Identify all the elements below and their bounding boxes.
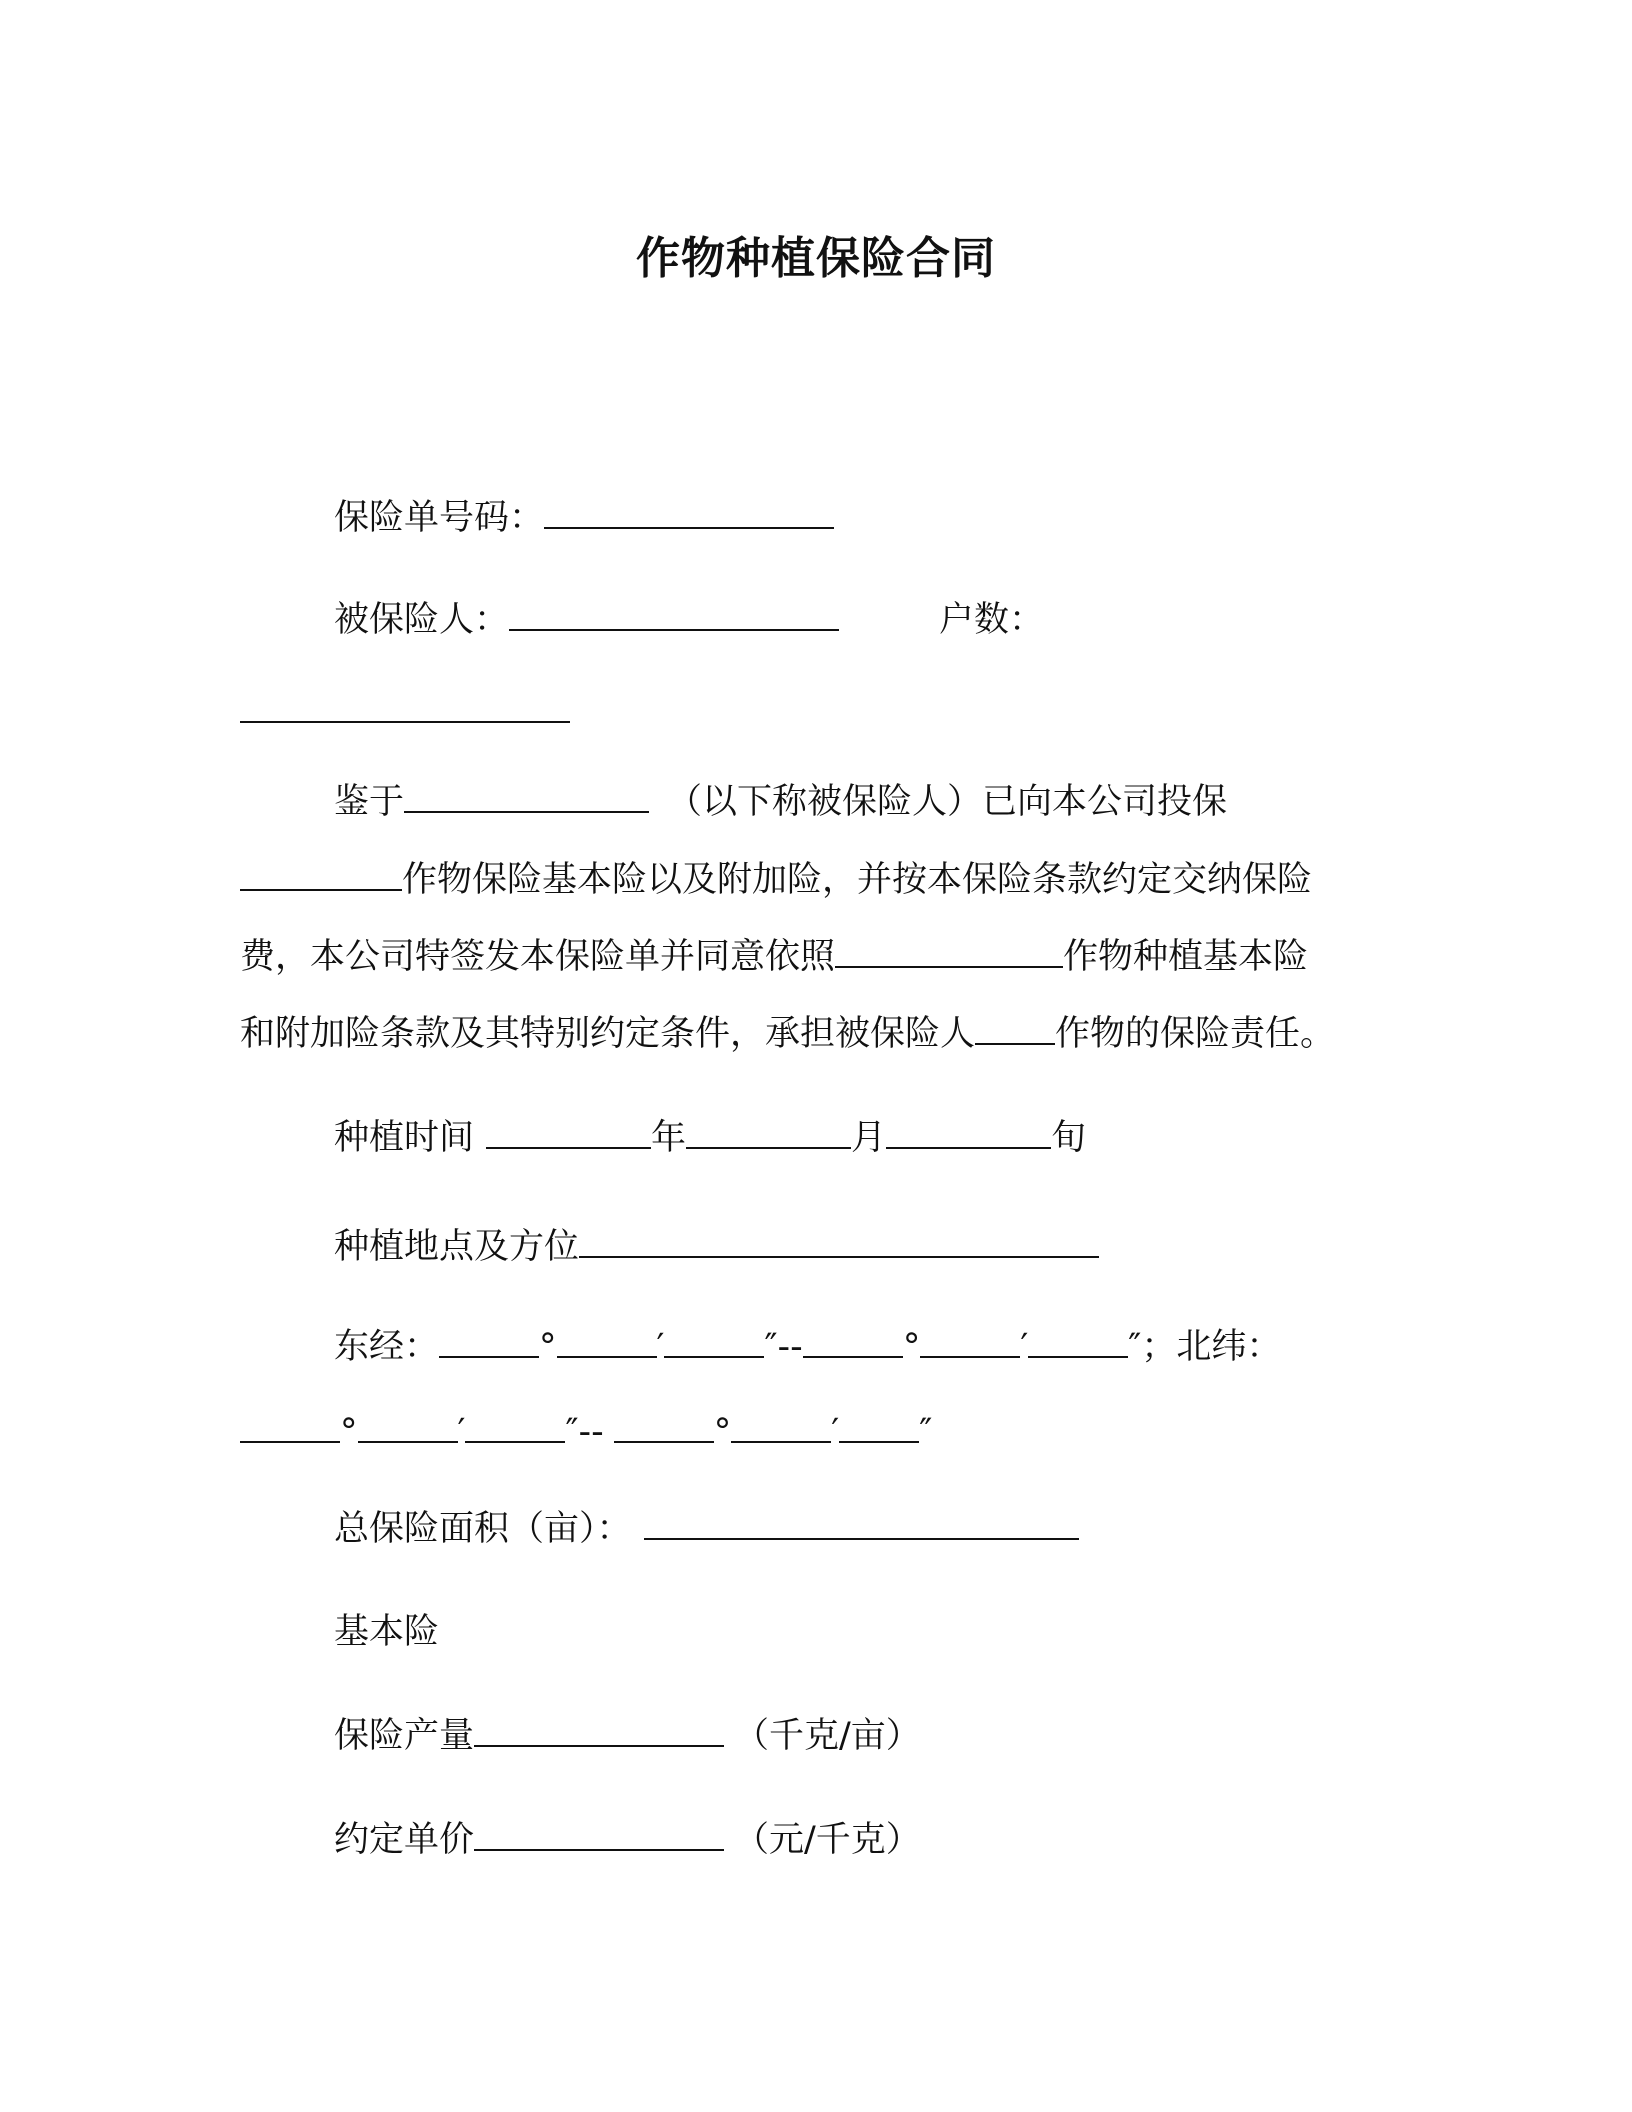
- degree-symbol: °: [902, 1327, 921, 1367]
- insured-yield-unit: （千克/亩）: [734, 1716, 921, 1756]
- agreed-price-label: 约定单价: [334, 1820, 475, 1860]
- insured-yield-blank[interactable]: [474, 1715, 724, 1747]
- para-line-1: [334, 780, 1227, 824]
- households-line: [240, 690, 570, 734]
- para3-text-a: 费，本公司特签发本保险单并同意依照: [240, 937, 836, 977]
- crop-blank-3[interactable]: [975, 1013, 1055, 1045]
- degree-symbol: °: [713, 1412, 732, 1452]
- basic-insurance-heading: 基本险: [334, 1612, 440, 1652]
- period-blank[interactable]: [886, 1117, 1051, 1149]
- insured-label: 被保险人：: [334, 600, 510, 640]
- insured-yield-line: [334, 1714, 921, 1758]
- total-area-line: [334, 1507, 1079, 1551]
- latitude-line: [240, 1410, 932, 1454]
- minute-symbol: ′: [457, 1412, 466, 1452]
- total-area-label: 总保险面积（亩）：: [334, 1509, 632, 1549]
- policy-number-blank[interactable]: [544, 497, 834, 529]
- second-symbol: ″: [565, 1412, 579, 1452]
- para-line-4: [240, 1012, 1335, 1056]
- lon-deg-blank-1[interactable]: [439, 1326, 539, 1358]
- range-dash: --: [777, 1327, 803, 1367]
- month-label: 月: [851, 1118, 887, 1158]
- insured-name-blank[interactable]: [404, 781, 649, 813]
- lat-deg-blank-1[interactable]: [240, 1411, 340, 1443]
- month-blank[interactable]: [686, 1117, 851, 1149]
- para4-text-a: 和附加险条款及其特别约定条件，承担被保险人: [240, 1014, 976, 1054]
- planting-time-label: 种植时间: [334, 1118, 475, 1158]
- degree-symbol: °: [539, 1327, 557, 1367]
- second-symbol: ″: [1128, 1327, 1142, 1367]
- location-label: 种植地点及方位: [334, 1227, 580, 1267]
- year-label: 年: [651, 1118, 687, 1158]
- lat-min-blank-1[interactable]: [358, 1411, 458, 1443]
- insured-yield-label: 保险产量: [334, 1716, 475, 1756]
- degree-symbol: °: [340, 1412, 358, 1452]
- lat-sec-blank-2[interactable]: [839, 1411, 919, 1443]
- agreed-price-unit: （元/千克）: [734, 1820, 921, 1860]
- longitude-label: 东经：: [334, 1327, 440, 1367]
- para1-text-a: 鉴于: [334, 782, 405, 822]
- planting-time-line: [334, 1116, 1086, 1160]
- total-area-blank[interactable]: [644, 1508, 1079, 1540]
- households-blank[interactable]: [240, 691, 570, 723]
- para-line-3: [240, 935, 1308, 979]
- agreed-price-line: [334, 1818, 921, 1862]
- minute-symbol: ′: [831, 1412, 840, 1452]
- para3-text-b: 作物种植基本险: [1063, 937, 1309, 977]
- location-line: [334, 1225, 1099, 1269]
- year-blank[interactable]: [486, 1117, 651, 1149]
- crop-blank-1[interactable]: [240, 859, 402, 891]
- para1-text-b: （以下称被保险人）已向本公司投保: [667, 782, 1228, 822]
- lat-deg-blank-2[interactable]: [614, 1411, 714, 1443]
- lat-min-blank-2[interactable]: [731, 1411, 831, 1443]
- para-line-2: [240, 858, 1312, 902]
- insured-line: [334, 598, 1044, 642]
- minute-symbol: ′: [1020, 1327, 1029, 1367]
- crop-blank-2[interactable]: [835, 936, 1063, 968]
- agreed-price-blank[interactable]: [474, 1819, 724, 1851]
- range-dash: --: [578, 1412, 604, 1452]
- policy-number-line: [334, 496, 834, 540]
- insured-blank[interactable]: [509, 599, 839, 631]
- para2-text: 作物保险基本险以及附加险，并按本保险条款约定交纳保险: [402, 860, 1313, 900]
- para4-text-b: 作物的保险责任。: [1055, 1014, 1336, 1054]
- document-title: 作物种植保险合同: [636, 233, 996, 284]
- location-blank[interactable]: [579, 1226, 1099, 1258]
- lat-sec-blank-1[interactable]: [465, 1411, 565, 1443]
- latitude-label: ；北纬：: [1141, 1327, 1282, 1367]
- lon-min-blank-1[interactable]: [557, 1326, 657, 1358]
- period-label: 旬: [1051, 1118, 1087, 1158]
- lon-min-blank-2[interactable]: [920, 1326, 1020, 1358]
- households-label: 户数：: [939, 600, 1045, 640]
- minute-symbol: ′: [656, 1327, 665, 1367]
- policy-number-label: 保险单号码：: [334, 498, 545, 538]
- lon-sec-blank-2[interactable]: [1028, 1326, 1128, 1358]
- lon-sec-blank-1[interactable]: [664, 1326, 764, 1358]
- longitude-line: [334, 1325, 1281, 1369]
- second-symbol: ″: [764, 1327, 778, 1367]
- lon-deg-blank-2[interactable]: [803, 1326, 903, 1358]
- second-symbol: ″: [919, 1412, 933, 1452]
